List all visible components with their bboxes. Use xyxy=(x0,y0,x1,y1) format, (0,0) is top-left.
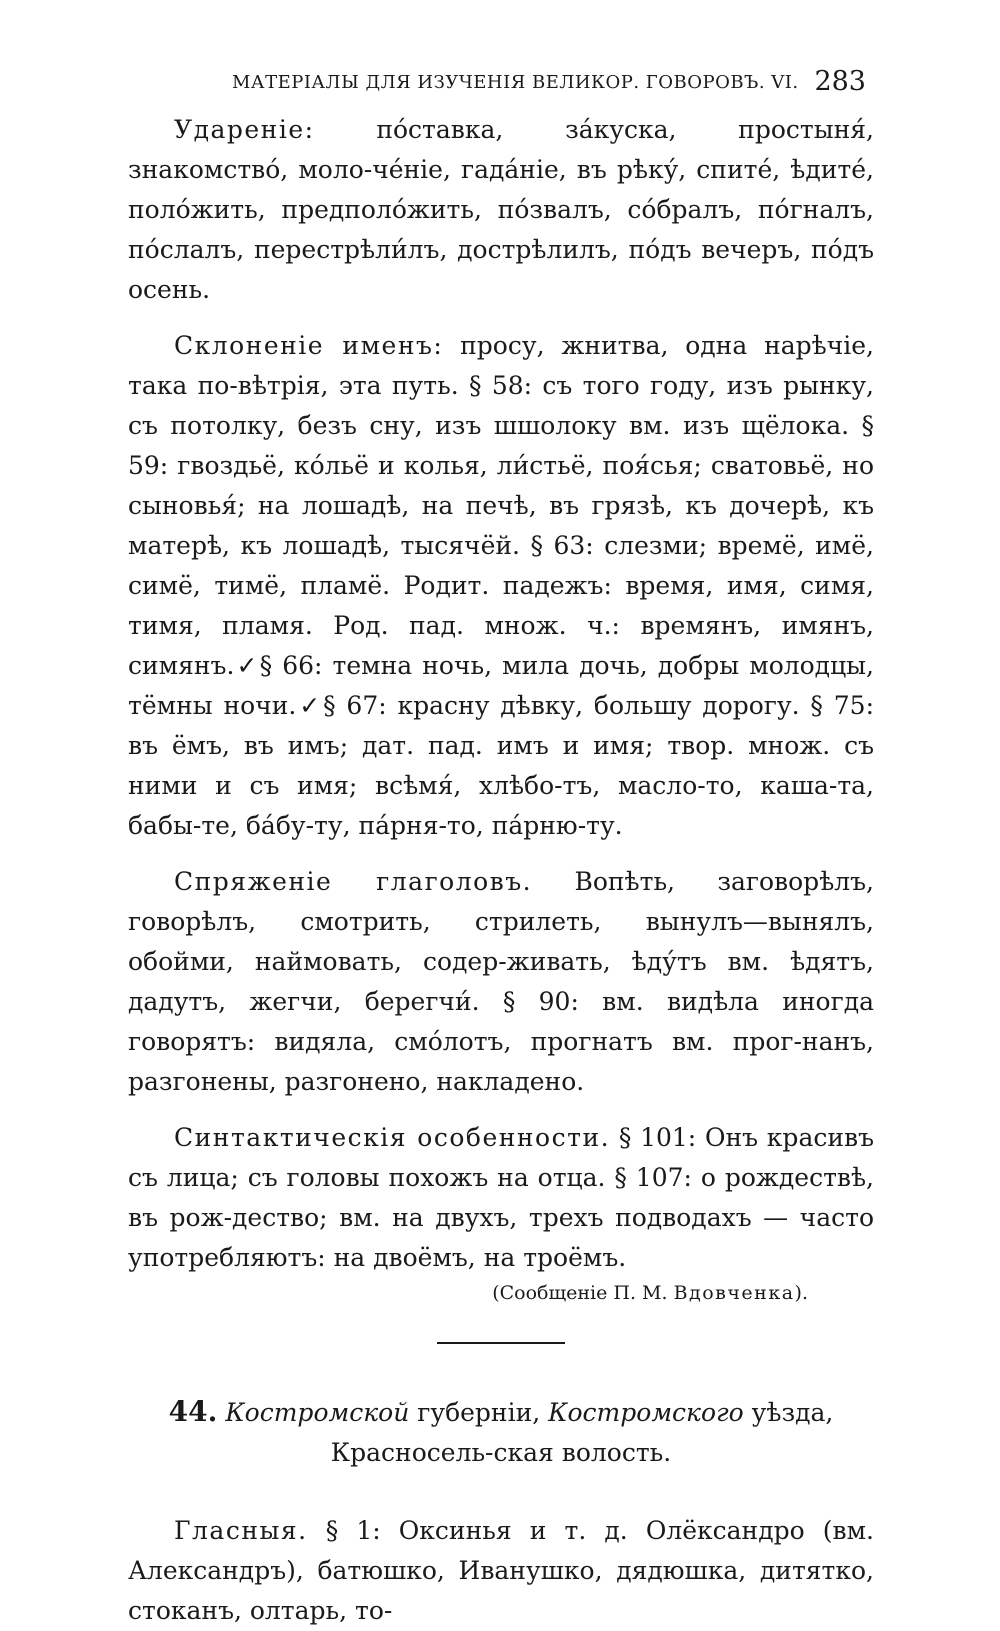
paragraph-accent xyxy=(128,110,874,310)
signature-name: Вдовченка xyxy=(673,1282,795,1304)
paragraph-text: просу, жнитва, одна нарѣчіе, така по-вѣтрія, эта путь. § 58: съ того году, изъ рынку, съ потолку, безъ сну, изъ шшолоку вм. изъ щёлока. § 59: гвоздьё, ко́льё и колья, ли́стьё, поя́сья; сватовьё, но сыновья́; на лошадѣ, на печѣ, въ грязѣ, къ дочерѣ, къ матерѣ, къ лошадѣ, тысячёй. § 63: слезми; времё, имё, симё, тимё, пламё. Родит. падежъ: время, имя, симя, тимя, пламя. Род. пад. множ. ч.: времянъ, имянъ, симянъ.✓§ 66: темна ночь, мила дочь, добры молодцы, тёмны ночи.✓§ 67: красну дѣвку, большу дорогу. § 75: въ ёмъ, въ имъ; дат. пад. имъ и имя; твор. множ. съ ними и съ имя; всѣмя́, хлѣбо-тъ, масло-то, каша-та, бабы-те, ба́бу-ту, па́рня-то, па́рню-ту. xyxy=(128,331,874,840)
paragraph-conjugation xyxy=(128,862,874,1102)
section-district-rest: уѣзда, Красносель-ская волость. xyxy=(330,1398,834,1467)
paragraph-label: Спряженіе глаголовъ. xyxy=(174,867,533,896)
paragraph-vowels xyxy=(128,1511,874,1631)
section-province: Костромской xyxy=(225,1398,410,1427)
paragraph-label: Гласныя. xyxy=(174,1516,308,1545)
paragraph-label: Удареніе: xyxy=(174,115,315,144)
paragraph-text: по́ставка, за́куска, простыня́, знакомство́, моло-че́ніе, гада́ніе, въ рѣку́, спите́, ѣдите́, поло́жить, предполо́жить, по́звалъ, со́бралъ, по́гналъ, по́слалъ, перестрѣли́лъ, дострѣлилъ, по́дъ вечеръ, по́дъ осень. xyxy=(128,115,875,304)
section-heading-44 xyxy=(128,1392,874,1473)
signature-suffix: ). xyxy=(794,1282,808,1304)
running-header xyxy=(128,62,874,110)
section-divider xyxy=(437,1342,565,1344)
page-content xyxy=(128,62,874,1631)
contributor-signature xyxy=(128,1282,874,1304)
page-number: 283 xyxy=(814,66,866,97)
paragraph-label: Склоненіе именъ: xyxy=(174,331,444,360)
signature-prefix: (Сообщеніе П. М. xyxy=(492,1282,668,1304)
running-title: МАТЕРІАЛЫ ДЛЯ ИЗУЧЕНІЯ ВЕЛИКОР. ГОВОРОВЪ. VI. xyxy=(232,72,799,93)
paragraph-text: § 1: Оксинья и т. д. Олёксандро (вм. Александръ), батюшко, Иванушко, дядюшка, дитятко, стоканъ, олтарь, то- xyxy=(128,1516,874,1625)
paragraph-syntax xyxy=(128,1118,874,1278)
paragraph-declension xyxy=(128,326,874,846)
paragraph-label: Синтактическія особенности. xyxy=(174,1123,611,1152)
paragraph-text: § 101: Онъ красивъ съ лица; съ головы похожъ на отца. § 107: о рождествѣ, въ рож-дество; вм. на двухъ, трехъ подводахъ — часто употребляютъ: на двоёмъ, на троёмъ. xyxy=(128,1123,874,1272)
paragraph-text: Вопѣть, заговорѣлъ, говорѣлъ, смотрить, стрилеть, вынулъ—вынялъ, обойми, наймовать, содер-живать, ѣду́тъ вм. ѣдятъ, дадутъ, жегчи, берегчи́. § 90: вм. видѣла иногда говорятъ: видяла, смо́лотъ, прогнатъ вм. прог-нанъ, разгонены, разгонено, накладено. xyxy=(128,867,874,1096)
section-district: Костромского xyxy=(548,1398,744,1427)
section-province-word: губерніи, xyxy=(417,1398,541,1427)
section-number: 44. xyxy=(168,1395,218,1428)
